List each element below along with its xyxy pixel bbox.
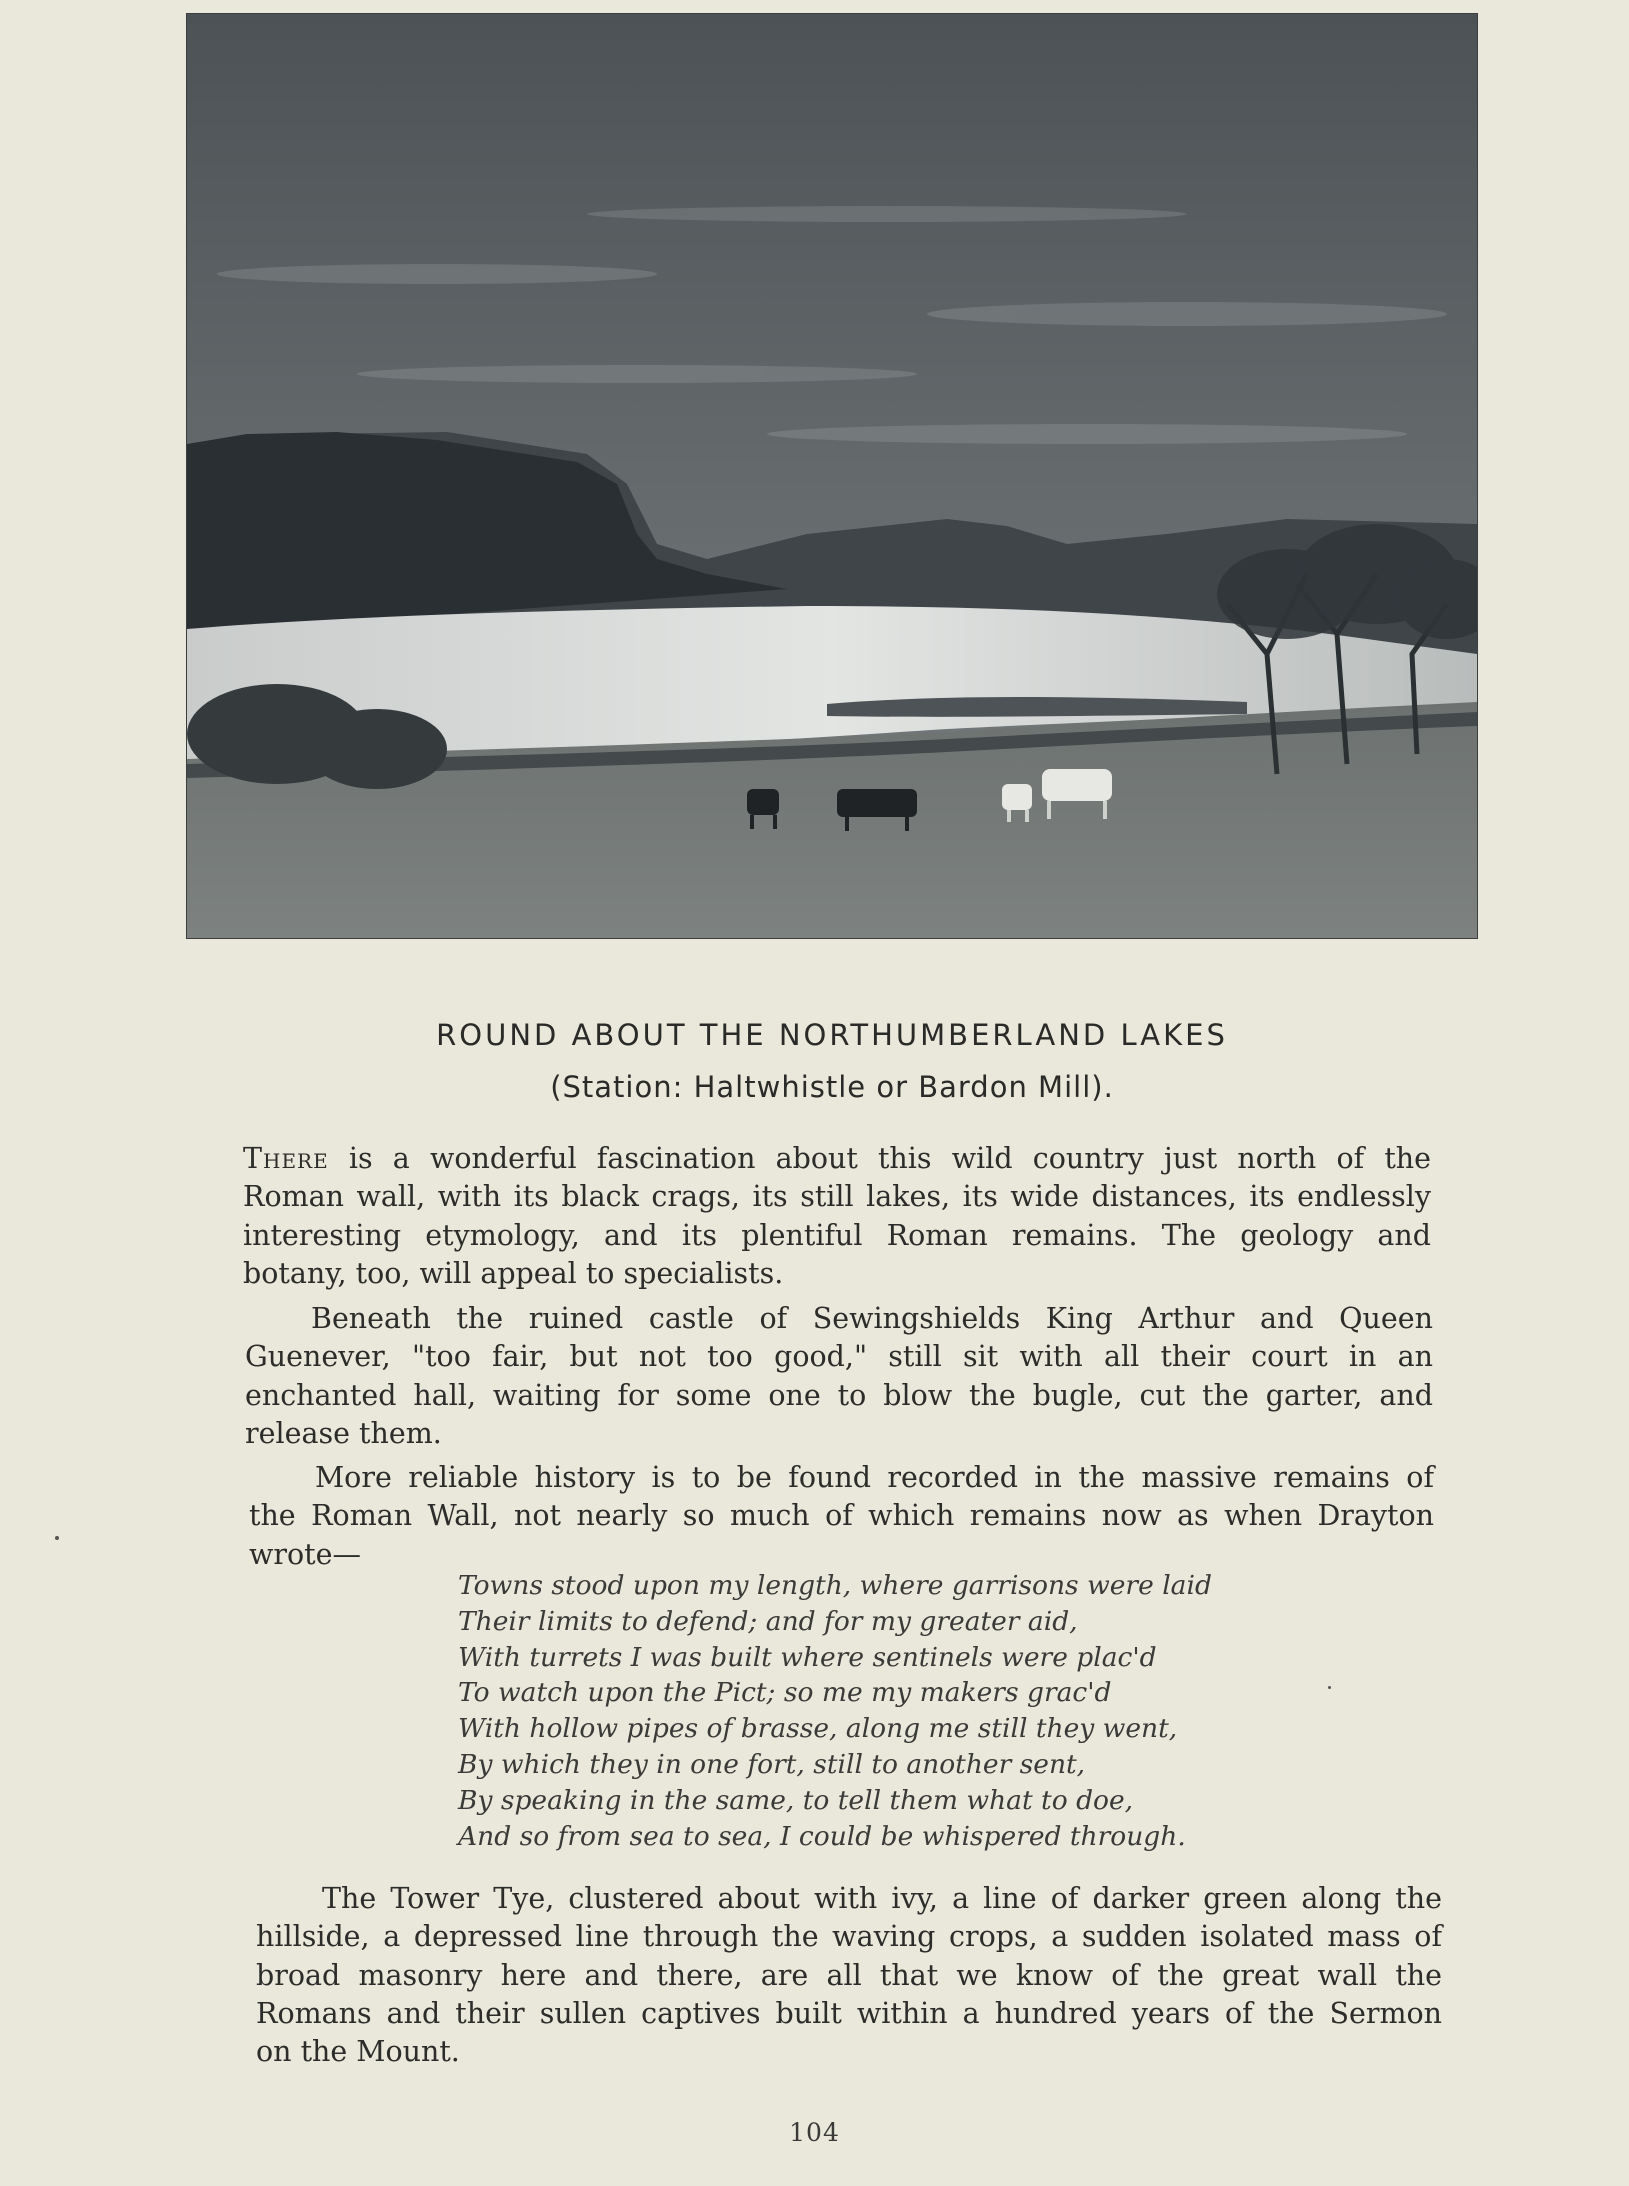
article-title: ROUND ABOUT THE NORTHUMBERLAND LAKES	[436, 1018, 1228, 1052]
paragraph-2-line-3: enchanted hall, waiting for some one to blow the bugle, cut the garter, and	[245, 1378, 1433, 1412]
poem-line-3: With turrets I was built where sentinels were plac'd	[458, 1641, 1157, 1673]
poem-line-7: By speaking in the same, to tell them what to doe,	[458, 1784, 1134, 1816]
paragraph-1-line-2: Roman wall, with its black crags, its still lakes, its wide distances, its endlessly	[243, 1180, 1431, 1214]
paragraph-1-line-1: is a wonderful fascination about this wild country just north of the	[328, 1142, 1431, 1175]
drayton-poem	[458, 1568, 1238, 1854]
paragraph-3-line-3: wrote—	[249, 1537, 361, 1571]
paragraph-2	[245, 1300, 1433, 1453]
paragraph-2-line-1: Beneath the ruined castle of Sewingshields King Arthur and Queen	[311, 1302, 1433, 1335]
poem-line-4: To watch upon the Pict; so me my makers grac'd	[458, 1677, 1112, 1709]
paragraph-1	[243, 1140, 1431, 1293]
poem-line-2: Their limits to defend; and for my greater aid,	[458, 1605, 1078, 1637]
paragraph-4-line-5: on the Mount.	[256, 2035, 460, 2069]
paragraph-4-line-3: broad masonry here and there, are all that we know of the great wall the	[256, 1958, 1442, 1992]
paragraph-4-line-4: Romans and their sullen captives built within a hundred years of the Sermon	[256, 1996, 1442, 2030]
poem-line-5: With hollow pipes of brasse, along me still they went,	[458, 1713, 1178, 1745]
print-speck	[1328, 1686, 1331, 1689]
landscape-photograph	[187, 14, 1477, 938]
article-subtitle: (Station: Haltwhistle or Bardon Mill).	[550, 1070, 1114, 1104]
paragraph-3-line-2: the Roman Wall, not nearly so much of which remains now as when Drayton	[249, 1499, 1434, 1533]
paragraph-1-line-4: botany, too, will appeal to specialists.	[243, 1256, 784, 1290]
page-number: 104	[789, 2118, 840, 2147]
poem-line-1: Towns stood upon my length, where garrisons were laid	[458, 1570, 1212, 1601]
paragraph-2-line-2: Guenever, "too fair, but not too good," still sit with all their court in an	[245, 1340, 1433, 1374]
paragraph-4	[256, 1880, 1442, 2071]
paragraph-3	[249, 1459, 1434, 1574]
paragraph-4-line-1: The Tower Tye, clustered about with ivy, a line of darker green along the	[322, 1882, 1442, 1915]
print-speck	[55, 1536, 59, 1540]
paragraph-4-line-2: hillside, a depressed line through the waving crops, a sudden isolated mass of	[256, 1920, 1442, 1954]
landscape-image	[187, 14, 1477, 938]
paragraph-3-line-1: More reliable history is to be found recorded in the massive remains of	[315, 1461, 1434, 1494]
poem-line-8: And so from sea to sea, I could be whispered through.	[458, 1820, 1186, 1852]
poem-line-6: By which they in one fort, still to another sent,	[458, 1748, 1086, 1780]
dropcap-word: There	[243, 1142, 329, 1175]
paragraph-1-line-3: interesting etymology, and its plentiful Roman remains. The geology and	[243, 1218, 1431, 1252]
paragraph-2-line-4: release them.	[245, 1416, 442, 1450]
